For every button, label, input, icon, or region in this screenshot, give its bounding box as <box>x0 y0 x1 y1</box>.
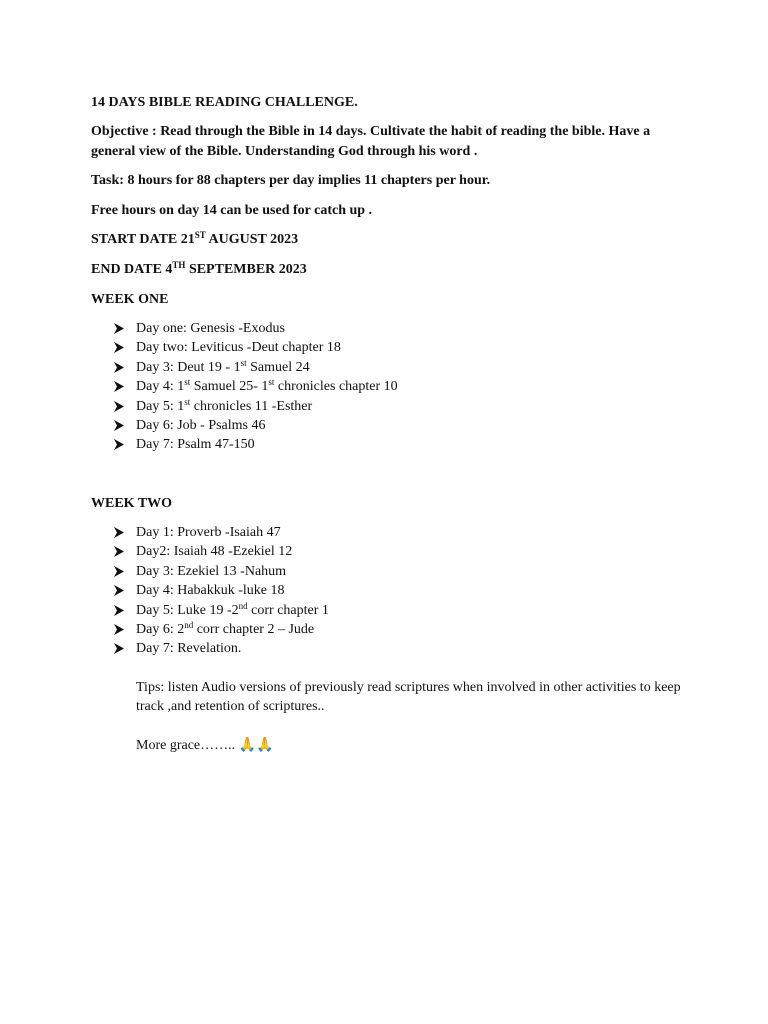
day-item-text: Day two: Leviticus -Deut chapter 18 <box>136 340 341 356</box>
start-date-line <box>91 230 298 249</box>
arrowhead-bullet-icon <box>114 401 124 412</box>
day-item <box>114 377 398 396</box>
day-item-text: nd <box>238 600 248 611</box>
arrowhead-bullet-icon <box>114 624 124 635</box>
day-item <box>114 338 398 357</box>
arrowhead-bullet-icon <box>114 527 124 538</box>
day-item-text: Day 4: Habakkuk -luke 18 <box>136 583 285 599</box>
day-item <box>114 639 329 658</box>
end-date-prefix: END DATE 4 <box>91 262 173 277</box>
day-item-text: Day 7: Psalm 47-150 <box>136 437 255 453</box>
day-item-text: Day 5: 1 <box>136 398 185 414</box>
arrowhead-bullet-icon <box>114 323 124 334</box>
tips-paragraph: Tips: listen Audio versions of previously read scriptures when involved in other activities to keep track ,and retention of scriptures.. <box>136 680 681 715</box>
arrowhead-bullet-icon <box>114 566 124 577</box>
day-item-text: corr chapter 2 – Jude <box>193 622 315 638</box>
day-item-text: st <box>240 357 247 368</box>
day-item-text: Day 1: Proverb -Isaiah 47 <box>136 525 281 540</box>
day-item <box>114 562 329 581</box>
day-item <box>114 542 329 561</box>
day-item-text: nd <box>184 620 194 631</box>
objective-paragraph: Objective : Read through the Bible in 14 days. Cultivate the habit of reading the bible. Have a general view of the Bible. Understanding God through his word . <box>91 124 651 159</box>
day-item-text: chronicles 11 -Esther <box>190 398 313 414</box>
arrowhead-bullet-icon <box>114 643 124 654</box>
day-item-text: Day one: Genesis -Exodus <box>136 321 285 336</box>
day-item <box>114 620 329 639</box>
day-item-text: Day 6: 2 <box>136 622 185 638</box>
arrowhead-bullet-icon <box>114 605 124 616</box>
day-item <box>114 601 329 620</box>
day-item <box>114 523 329 542</box>
arrowhead-bullet-icon <box>114 546 124 557</box>
day-item <box>114 319 398 338</box>
day-item-text: Day 6: Job - Psalms 46 <box>136 418 266 434</box>
week-one-heading: WEEK ONE <box>91 292 169 307</box>
day-item-text: st <box>184 377 191 388</box>
start-date-prefix: START DATE 21 <box>91 232 195 247</box>
more-grace-line: More grace…….. 🙏🙏 <box>136 738 274 753</box>
arrowhead-bullet-icon <box>114 381 124 392</box>
arrowhead-bullet-icon <box>114 362 124 373</box>
arrowhead-bullet-icon <box>114 439 124 450</box>
arrowhead-bullet-icon <box>114 420 124 431</box>
free-hours-line: Free hours on day 14 can be used for catch up . <box>91 203 373 218</box>
arrowhead-bullet-icon <box>114 585 124 596</box>
document-title: 14 DAYS BIBLE READING CHALLENGE. <box>91 95 358 110</box>
day-item <box>114 397 398 416</box>
week-two-heading: WEEK TWO <box>91 496 173 511</box>
day-item-text: st <box>184 396 191 407</box>
day-item <box>114 435 398 454</box>
day-item-text: Day 3: Ezekiel 13 -Nahum <box>136 563 287 579</box>
week-two-list <box>114 523 329 659</box>
day-item <box>114 358 398 377</box>
day-item-text: Samuel 25- 1 <box>190 379 269 395</box>
day-item-text: Day2: Isaiah 48 -Ezekiel 12 <box>136 544 293 560</box>
end-date-line <box>91 260 307 279</box>
week-one-list <box>114 319 398 455</box>
start-date-sup: ST <box>194 230 206 240</box>
day-item-text: st <box>268 377 275 388</box>
day-item-text: Day 3: Deut 19 - 1 <box>136 359 241 375</box>
end-date-suffix: SEPTEMBER 2023 <box>185 262 307 277</box>
end-date-sup: TH <box>172 260 186 270</box>
day-item <box>114 581 329 600</box>
start-date-suffix: AUGUST 2023 <box>205 232 299 247</box>
day-item-text: Day 7: Revelation. <box>136 641 242 657</box>
day-item <box>114 416 398 435</box>
day-item-text: Day 5: Luke 19 -2 <box>136 602 239 618</box>
day-item-text: Samuel 24 <box>246 359 310 375</box>
day-item-text: Day 4: 1 <box>136 379 185 395</box>
arrowhead-bullet-icon <box>114 342 124 353</box>
day-item-text: chronicles chapter 10 <box>274 379 398 395</box>
task-line: Task: 8 hours for 88 chapters per day implies 11 chapters per hour. <box>91 173 491 188</box>
day-item-text: corr chapter 1 <box>247 602 329 618</box>
